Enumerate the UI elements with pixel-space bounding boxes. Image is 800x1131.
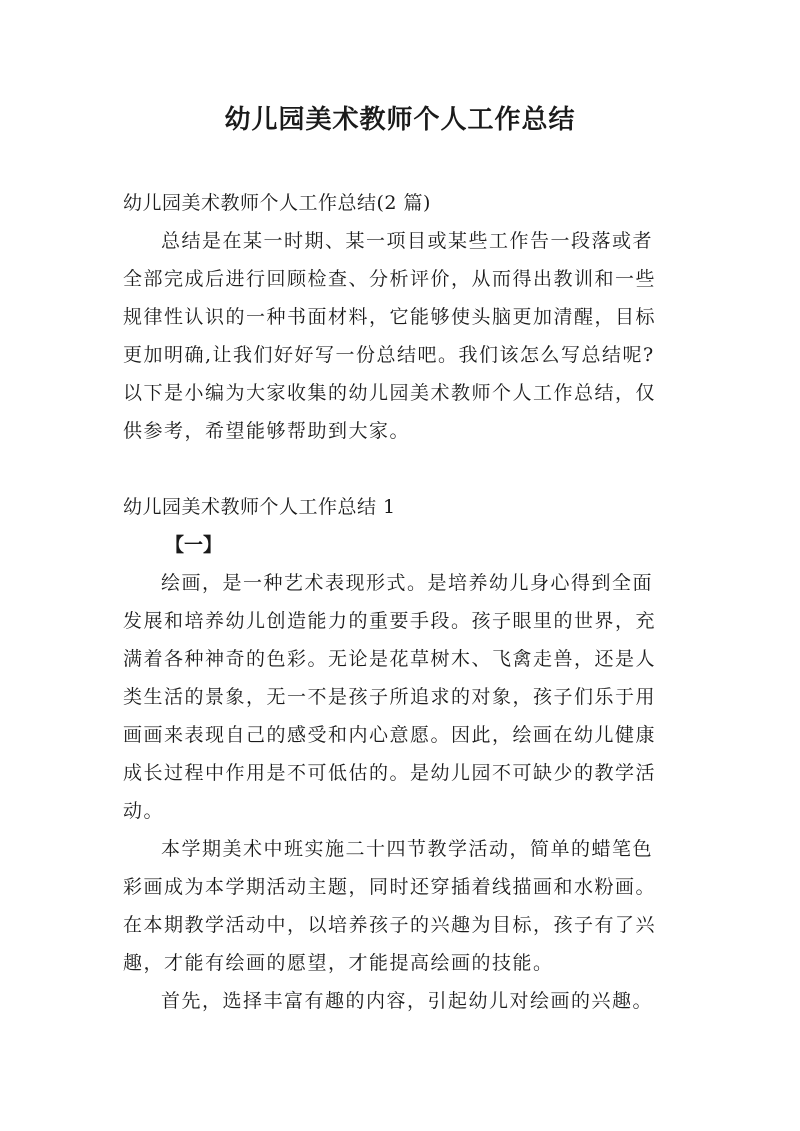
paragraph-line: 以下是小编为大家收集的幼儿园美术教师个人工作总结，仅 bbox=[123, 382, 657, 404]
paragraph-line: 本学期美术中班实施二十四节教学活动，简单的蜡笔色 bbox=[161, 838, 654, 860]
document-subtitle: 幼儿园美术教师个人工作总结(2 篇) bbox=[123, 192, 431, 214]
paragraph-line: 绘画，是一种艺术表现形式。是培养幼儿身心得到全面 bbox=[161, 572, 654, 594]
paragraph-line: 成长过程中作用是不可低估的。是幼儿园不可缺少的教学活 bbox=[123, 762, 657, 784]
paragraph-line: 发展和培养幼儿创造能力的重要手段。孩子眼里的世界，充 bbox=[123, 610, 657, 632]
document-body bbox=[123, 184, 683, 1020]
paragraph-line: 规律性认识的一种书面材料，它能够使头脑更加清醒，目标 bbox=[123, 306, 657, 328]
paragraph-line: 趣，才能有绘画的愿望，才能提高绘画的技能。 bbox=[123, 952, 554, 974]
paragraph-line: 更加明确,让我们好好写一份总结吧。我们该怎么写总结呢? bbox=[123, 344, 655, 366]
body-paragraph-1 bbox=[123, 564, 683, 830]
paragraph-line: 首先，选择丰富有趣的内容，引起幼儿对绘画的兴趣。 bbox=[161, 990, 654, 1012]
paragraph-line: 动。 bbox=[123, 800, 165, 822]
paragraph-spacer bbox=[123, 450, 683, 488]
paragraph-line: 全部完成后进行回顾检查、分析评价，从而得出教训和一些 bbox=[123, 268, 657, 290]
section-marker: 【一】 bbox=[165, 534, 223, 556]
body-paragraph-3 bbox=[123, 982, 683, 1020]
paragraph-line: 类生活的景象，无一不是孩子所追求的对象，孩子们乐于用 bbox=[123, 686, 657, 708]
paragraph-line: 画画来表现自己的感受和内心意愿。因此，绘画在幼儿健康 bbox=[123, 724, 657, 746]
section-heading: 幼儿园美术教师个人工作总结 1 bbox=[123, 496, 396, 518]
document-title: 幼儿园美术教师个人工作总结 bbox=[224, 105, 576, 135]
body-paragraph-2 bbox=[123, 830, 683, 982]
paragraph-line: 在本期教学活动中，以培养孩子的兴趣为目标，孩子有了兴 bbox=[123, 914, 657, 936]
paragraph-line: 彩画成为本学期活动主题，同时还穿插着线描画和水粉画。 bbox=[123, 876, 657, 898]
intro-paragraph bbox=[123, 222, 683, 450]
paragraph-line: 总结是在某一时期、某一项目或某些工作告一段落或者 bbox=[161, 230, 654, 252]
paragraph-line: 供参考，希望能够帮助到大家。 bbox=[123, 420, 411, 442]
paragraph-line: 满着各种神奇的色彩。无论是花草树木、飞禽走兽，还是人 bbox=[123, 648, 657, 670]
